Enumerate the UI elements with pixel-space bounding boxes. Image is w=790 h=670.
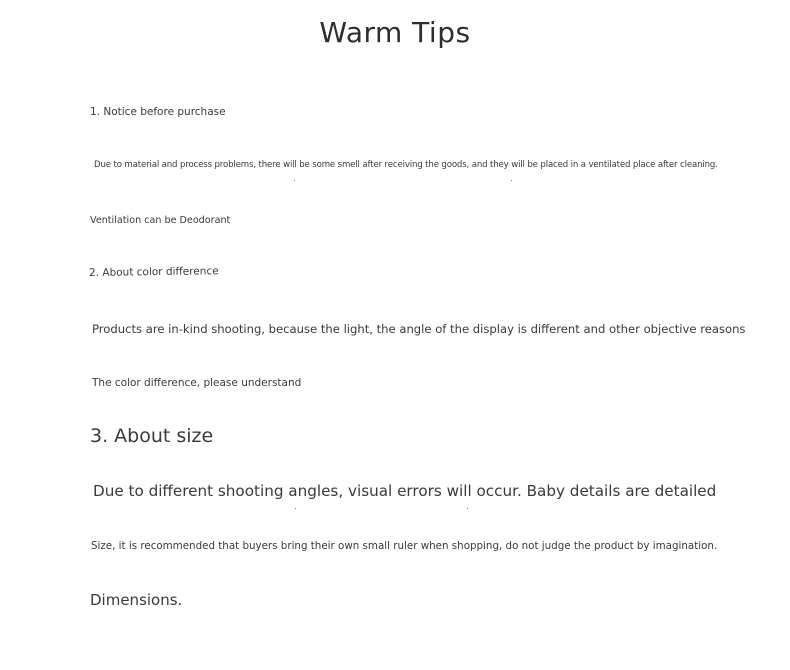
size-recommendation: Size, it is recommended that buyers bring their own small ruler when shopping, do not judge the product by imagination. [91, 540, 718, 552]
color-difference-heading: 2. About color difference [88, 265, 219, 279]
stray-dot [295, 508, 296, 509]
size-heading: 3. About size [90, 425, 214, 447]
color-difference-note: The color difference, please understand [92, 377, 302, 389]
stray-dot [294, 180, 295, 181]
color-difference-text: Products are in-kind shooting, because the light, the angle of the display is different and other objective reasons [92, 322, 746, 336]
notice-heading: 1. Notice before purchase [90, 106, 226, 118]
stray-dot [511, 180, 512, 181]
stray-dot [467, 508, 468, 509]
dimensions-label: Dimensions. [90, 591, 183, 609]
page-title: Warm Tips [319, 16, 471, 49]
size-text: Due to different shooting angles, visual errors will occur. Baby details are detailed [93, 482, 717, 500]
notice-text: Due to material and process problems, there will be some smell after receiving the goods, and they will be placed in a ventilated place after cleaning. [94, 160, 718, 170]
ventilation-text: Ventilation can be Deodorant [90, 215, 231, 226]
